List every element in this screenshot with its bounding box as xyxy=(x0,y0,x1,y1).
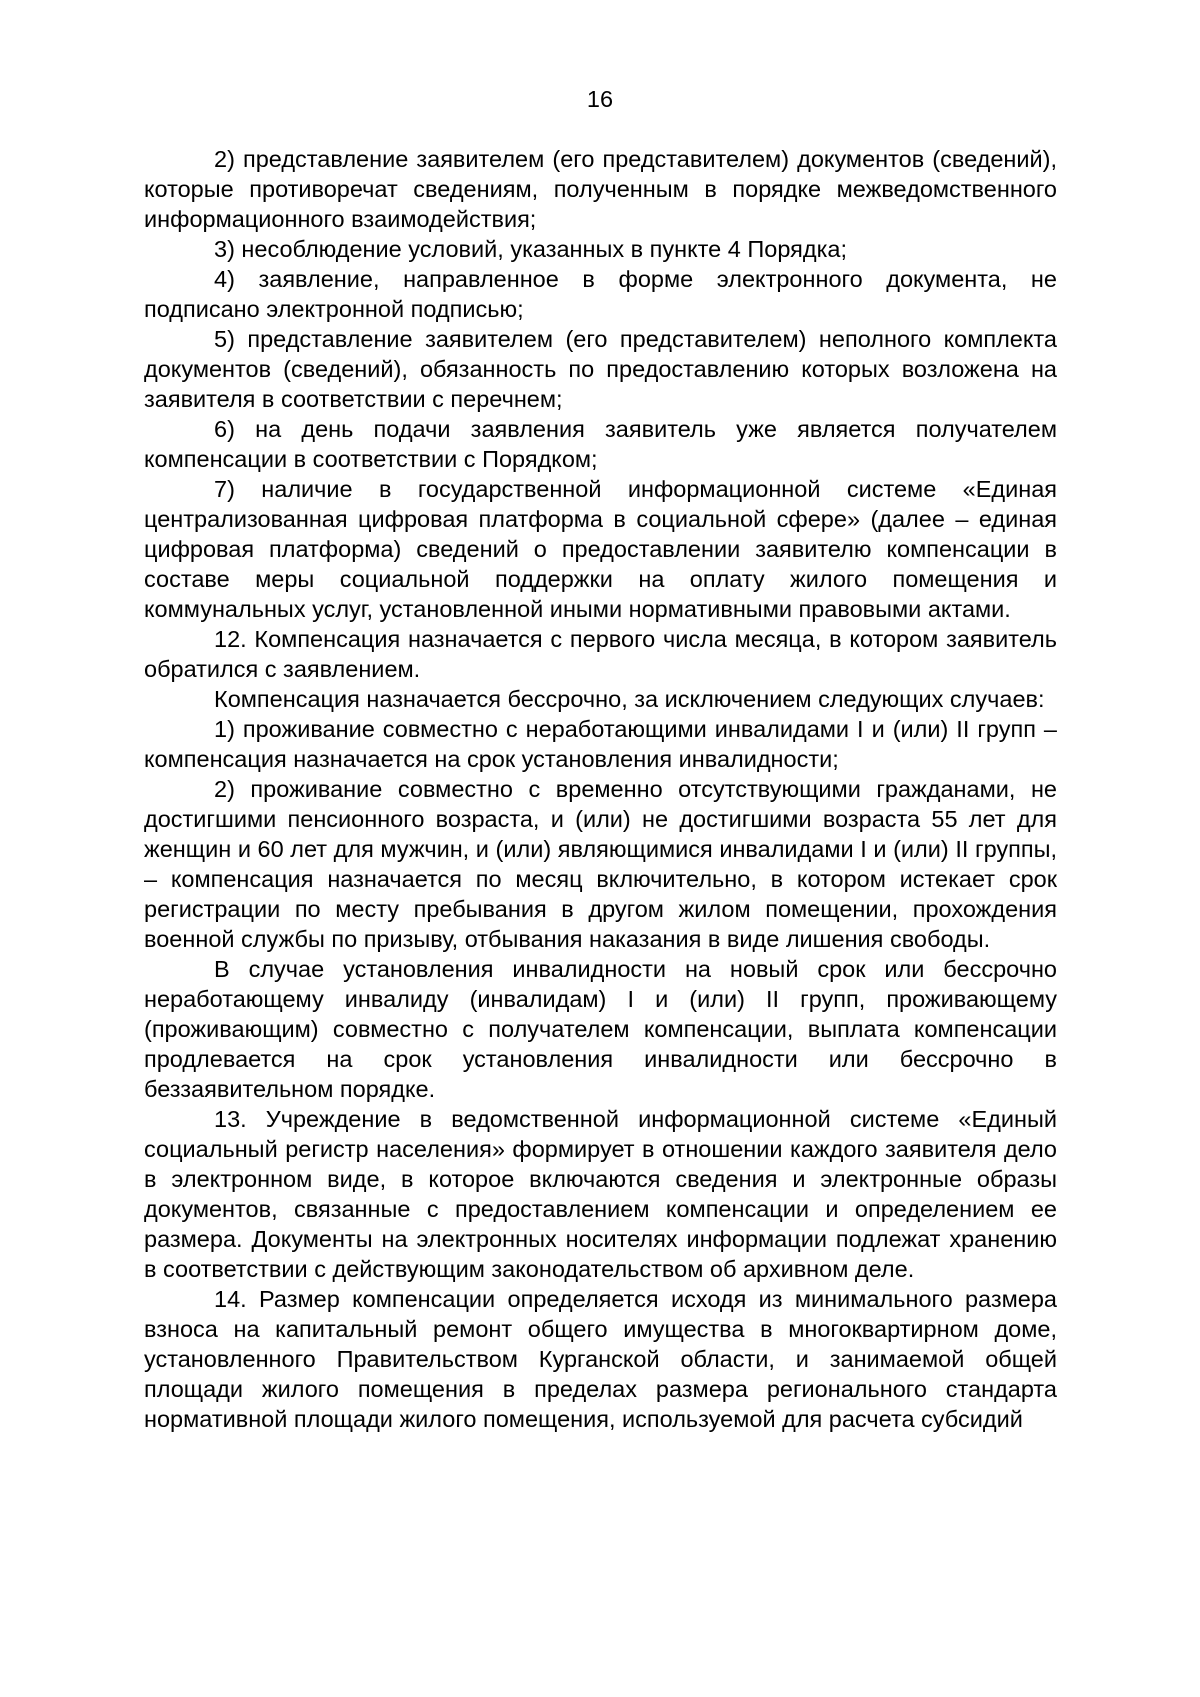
paragraph-item-6: 6) на день подачи заявления заявитель уже является получателем компенсации в соответствии с Порядком; xyxy=(144,416,1057,472)
paragraph-indefinite-term: Компенсация назначается бессрочно, за исключением следующих случаев: xyxy=(214,686,1045,712)
paragraph-item-5: 5) представление заявителем (его представителем) неполного комплекта документов (сведений), обязанность по предоставлению которых возложена на заявителя в соответствии с перечнем; xyxy=(144,326,1057,412)
paragraph-item-2: 2) представление заявителем (его представителем) документов (сведений), которые противоречат сведениям, полученным в порядке межведомственного информационного взаимодействия; xyxy=(144,146,1057,232)
document-body xyxy=(144,144,1057,1434)
paragraph-case-1: 1) проживание совместно с неработающими инвалидами I и (или) II групп – компенсация назначается на срок установления инвалидности; xyxy=(144,716,1057,772)
paragraph-point-12: 12. Компенсация назначается с первого числа месяца, в котором заявитель обратился с заявлением. xyxy=(144,626,1057,682)
paragraph-point-13: 13. Учреждение в ведомственной информационной системе «Единый социальный регистр населения» формирует в отношении каждого заявителя дело в электронном виде, в которое включаются сведения и электронные образы документов, связанные с предоставлением компенсации и определением ее размера. Документы на электронных носителях информации подлежат хранению в соответствии с действующим законодательством об архивном деле. xyxy=(144,1106,1057,1282)
paragraph-item-7: 7) наличие в государственной информационной системе «Единая централизованная цифровая платформа в социальной сфере» (далее – единая цифровая платформа) сведений о предоставлении заявителю компенсации в составе меры социальной поддержки на оплату жилого помещения и коммунальных услуг, установленной иными нормативными правовыми актами. xyxy=(144,476,1057,622)
paragraph-item-4: 4) заявление, направленное в форме электронного документа, не подписано электронной подписью; xyxy=(144,266,1057,322)
paragraph-point-14: 14. Размер компенсации определяется исходя из минимального размера взноса на капитальный ремонт общего имущества в многоквартирном доме, установленного Правительством Курганской области, и занимаемой общей площади жилого помещения в пределах размера регионального стандарта нормативной площади жилого помещения, используемой для расчета субсидий xyxy=(144,1286,1057,1432)
paragraph-disability-extension: В случае установления инвалидности на новый срок или бессрочно неработающему инвалиду (инвалидам) I и (или) II групп, проживающему (проживающим) совместно с получателем компенсации, выплата компенсации продлевается на срок установления инвалидности или бессрочно в беззаявительном порядке. xyxy=(144,956,1057,1102)
page-number: 16 xyxy=(586,86,614,112)
paragraph-case-2: 2) проживание совместно с временно отсутствующими гражданами, не достигшими пенсионного возраста, и (или) не достигшими возраста 55 лет для женщин и 60 лет для мужчин, и (или) являющимися инвалидами I и (или) II группы, – компенсация назначается по месяц включительно, в котором истекает срок регистрации по месту пребывания в другом жилом помещении, прохождения военной службы по призыву, отбывания наказания в виде лишения свободы. xyxy=(144,776,1057,952)
paragraph-item-3: 3) несоблюдение условий, указанных в пункте 4 Порядка; xyxy=(214,236,847,262)
